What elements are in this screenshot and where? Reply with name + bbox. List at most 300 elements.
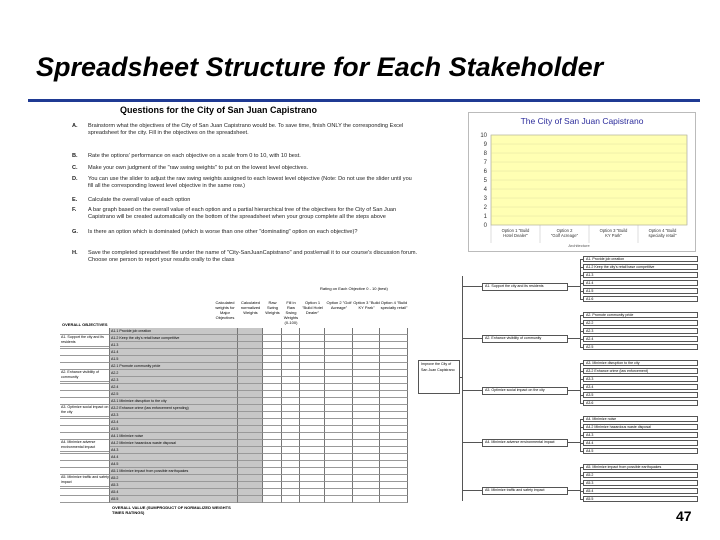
sheet-value-cell xyxy=(300,405,325,412)
sheet-row xyxy=(60,405,410,412)
sheet-value-cell xyxy=(300,482,325,489)
tree-connector xyxy=(568,490,580,491)
sheet-value-cell xyxy=(353,335,380,342)
sheet-value-cell xyxy=(282,482,300,489)
tree-group-node: A4. Minimize adverse environmental impact xyxy=(482,439,568,447)
sheet-row xyxy=(60,363,410,370)
sheet-value-cell xyxy=(353,461,380,468)
tree-connector xyxy=(580,363,581,404)
sheet-column-header: Option 2 "Golf Acreage" xyxy=(326,300,352,310)
sheet-value-cell xyxy=(238,335,263,342)
sheet-value-cell xyxy=(300,440,325,447)
sheet-value-cell xyxy=(300,328,325,335)
tree-leaf-node: A5. Minimize impact from possible earthquakes xyxy=(583,464,698,470)
sheet-objective-cell: A1.2 Keep the city's retail base competitive xyxy=(110,335,238,342)
tree-connector xyxy=(462,390,482,391)
sheet-value-cell xyxy=(263,433,282,440)
sheet-value-cell xyxy=(238,363,263,370)
sheet-group-cell xyxy=(60,328,110,335)
sheet-value-cell xyxy=(353,468,380,475)
tree-leaf-node: A4. Minimize noise xyxy=(583,416,698,422)
sheet-row xyxy=(60,426,410,433)
sheet-value-cell xyxy=(353,363,380,370)
sheet-value-cell xyxy=(353,419,380,426)
sheet-value-cell xyxy=(300,475,325,482)
tree-connector xyxy=(462,276,463,501)
sheet-value-cell xyxy=(282,398,300,405)
sheet-value-cell xyxy=(282,433,300,440)
question-item xyxy=(72,197,470,204)
sheet-value-cell xyxy=(282,426,300,433)
tree-connector xyxy=(568,442,580,443)
tree-leaf-node: A3.6 xyxy=(583,400,698,406)
chart-ytick-label: 9 xyxy=(483,142,487,148)
chart-footer: Architecture xyxy=(568,243,590,248)
sheet-group-cell xyxy=(60,482,110,489)
sheet-value-cell xyxy=(238,433,263,440)
sheet-row xyxy=(60,384,410,391)
sheet-value-cell xyxy=(300,496,325,503)
tree-leaf-node: A1.2 Keep the city's retail base competitive xyxy=(583,264,698,270)
tree-group-node: A5. Minimize traffic and safety impact xyxy=(482,487,568,495)
question-text: Calculate the overall value of each option xyxy=(88,197,191,203)
sheet-value-cell xyxy=(263,447,282,454)
sheet-objective-cell: A5.3 xyxy=(110,482,238,489)
sheet-value-cell xyxy=(353,496,380,503)
sheet-value-cell xyxy=(353,433,380,440)
sheet-value-cell xyxy=(300,377,325,384)
sheet-value-cell xyxy=(325,461,353,468)
sheet-value-cell xyxy=(300,391,325,398)
tree-leaf-node: A5.5 xyxy=(583,496,698,502)
tree-leaf-node: A3.3 xyxy=(583,376,698,382)
sheet-value-cell xyxy=(282,496,300,503)
sheet-value-cell xyxy=(282,489,300,496)
sheet-value-cell xyxy=(263,349,282,356)
tree-leaf-node: A3.5 xyxy=(583,392,698,398)
sheet-value-cell xyxy=(263,335,282,342)
sheet-value-cell xyxy=(325,342,353,349)
sheet-group-cell xyxy=(60,419,110,426)
sheet-value-cell xyxy=(353,328,380,335)
tree-leaf-node: A5.4 xyxy=(583,488,698,494)
sheet-value-cell xyxy=(325,447,353,454)
sheet-objective-cell: A3.1 Minimize disruption to the city xyxy=(110,398,238,405)
sheet-value-cell xyxy=(353,447,380,454)
sheet-value-cell xyxy=(325,405,353,412)
sheet-row xyxy=(60,412,410,419)
chart-ytick-label: 10 xyxy=(480,133,487,139)
sheet-row xyxy=(60,342,410,349)
question-letter: C. xyxy=(72,165,78,171)
sheet-value-cell xyxy=(380,349,408,356)
sheet-value-cell xyxy=(263,461,282,468)
sheet-objective-cell: A2.4 xyxy=(110,384,238,391)
sheet-value-cell xyxy=(263,440,282,447)
sheet-group-cell: A2. Enhance visibility of community xyxy=(60,370,110,382)
tree-group-node: A3. Optimize social impact on the city xyxy=(482,387,568,395)
sheet-value-cell xyxy=(300,349,325,356)
question-letter: G. xyxy=(72,229,78,235)
value-chart xyxy=(468,112,696,252)
question-letter: F. xyxy=(72,207,77,213)
sheet-value-cell xyxy=(263,405,282,412)
sheet-row xyxy=(60,461,410,468)
chart-ytick-label: 3 xyxy=(483,196,487,202)
sheet-column-header: Option 3 "Build KY Park" xyxy=(353,300,380,310)
tree-leaf-node: A4.2 Minimize hazardous waste disposal xyxy=(583,424,698,430)
sheet-value-cell xyxy=(325,440,353,447)
sheet-value-cell xyxy=(263,468,282,475)
sheet-value-cell xyxy=(282,328,300,335)
sheet-group-cell xyxy=(60,377,110,384)
sheet-value-cell xyxy=(300,433,325,440)
sheet-value-cell xyxy=(380,405,408,412)
question-item xyxy=(72,250,470,264)
sheet-value-cell xyxy=(282,475,300,482)
sheet-value-cell xyxy=(263,370,282,377)
sheet-row xyxy=(60,328,410,335)
sheet-value-cell xyxy=(282,440,300,447)
question-text: You can use the slider to adjust the raw swing weights assigned to each lowest level objective (Note: Do not use the slider until you fill all the corresponding lowest level objective in the same row.) xyxy=(88,176,412,189)
sheet-value-cell xyxy=(238,384,263,391)
sheet-value-cell xyxy=(380,356,408,363)
sheet-value-cell xyxy=(238,328,263,335)
sheet-value-cell xyxy=(300,468,325,475)
sheet-value-cell xyxy=(353,440,380,447)
sheet-objective-cell: A5.4 xyxy=(110,489,238,496)
sheet-value-cell xyxy=(325,377,353,384)
sheet-value-cell xyxy=(238,426,263,433)
sheet-value-cell xyxy=(353,426,380,433)
sheet-group-cell xyxy=(60,433,110,440)
sheet-value-cell xyxy=(325,370,353,377)
sheet-value-cell xyxy=(282,335,300,342)
tree-group-node: A1. Support the city and its residents xyxy=(482,283,568,291)
title-divider xyxy=(28,99,700,102)
sheet-value-cell xyxy=(282,419,300,426)
sheet-value-cell xyxy=(353,370,380,377)
sheet-group-cell xyxy=(60,454,110,461)
sheet-value-cell xyxy=(238,356,263,363)
sheet-value-cell xyxy=(325,475,353,482)
question-letter: H. xyxy=(72,250,78,256)
tree-leaf-node: A2.5 xyxy=(583,344,698,350)
sheet-value-cell xyxy=(263,363,282,370)
sheet-value-cell xyxy=(282,384,300,391)
sheet-value-cell xyxy=(325,356,353,363)
sheet-value-cell xyxy=(353,356,380,363)
tree-leaf-node: A1.5 xyxy=(583,288,698,294)
chart-ytick-label: 6 xyxy=(483,169,487,175)
sheet-value-cell xyxy=(353,342,380,349)
sheet-value-cell xyxy=(300,489,325,496)
slide-number: 47 xyxy=(676,508,692,524)
sheet-row xyxy=(60,433,410,440)
sheet-value-cell xyxy=(238,496,263,503)
sheet-value-cell xyxy=(300,398,325,405)
sheet-value-cell xyxy=(300,335,325,342)
sheet-value-cell xyxy=(238,377,263,384)
sheet-value-cell xyxy=(380,335,408,342)
question-text: Save the completed spreadsheet file under the name of "City-SanJuanCapistrano" and post/email it to our course's discussion forum. Choose one person to report your results orally to the class xyxy=(88,250,418,263)
sheet-value-cell xyxy=(263,419,282,426)
sheet-value-cell xyxy=(325,391,353,398)
chart-ytick-label: 4 xyxy=(483,187,487,193)
question-item xyxy=(72,153,470,160)
sheet-value-cell xyxy=(263,342,282,349)
sheet-value-cell xyxy=(263,482,282,489)
chart-title: The City of San Juan Capistrano xyxy=(520,116,644,126)
sheet-column-header: Option 4 "Build specialty retail" xyxy=(380,300,408,310)
sheet-value-cell xyxy=(380,447,408,454)
sheet-objective-cell: A1.3 xyxy=(110,342,238,349)
sheet-value-cell xyxy=(325,384,353,391)
sheet-value-cell xyxy=(325,496,353,503)
sheet-value-cell xyxy=(238,342,263,349)
sheet-value-cell xyxy=(263,426,282,433)
sheet-value-cell xyxy=(300,461,325,468)
sheet-value-cell xyxy=(353,405,380,412)
objectives-tree xyxy=(412,256,712,514)
chart-ytick-label: 2 xyxy=(483,205,487,211)
sheet-row xyxy=(60,391,410,398)
chart-category-label: Option 1 "Build Hotel Dealer" xyxy=(501,228,530,238)
sheet-value-cell xyxy=(353,377,380,384)
sheet-group-cell xyxy=(60,461,110,468)
sheet-row xyxy=(60,356,410,363)
sheet-objective-cell: A3.4 xyxy=(110,419,238,426)
question-letter: B. xyxy=(72,153,78,159)
tree-leaf-node: A2.4 xyxy=(583,336,698,342)
sheet-row xyxy=(60,475,410,482)
sheet-row xyxy=(60,447,410,454)
question-text: Is there an option which is dominated (which is worse than one other "dominating" option on each objective)? xyxy=(88,229,358,235)
question-text: Rate the options' performance on each objective on a scale from 0 to 10, with 10 best. xyxy=(88,153,301,159)
sheet-value-cell xyxy=(263,454,282,461)
tree-connector xyxy=(568,338,580,339)
tree-leaf-node: A4.5 xyxy=(583,448,698,454)
sheet-value-cell xyxy=(325,482,353,489)
sheet-value-cell xyxy=(353,384,380,391)
sheet-value-cell xyxy=(380,461,408,468)
tree-connector xyxy=(568,286,580,287)
sheet-value-cell xyxy=(380,496,408,503)
tree-connector xyxy=(568,390,580,391)
tree-leaf-node: A2.3 xyxy=(583,328,698,334)
tree-leaf-node: A1.3 xyxy=(583,272,698,278)
sheet-value-cell xyxy=(353,489,380,496)
sheet-objective-cell: A2.1 Promote community pride xyxy=(110,363,238,370)
sheet-value-cell xyxy=(325,335,353,342)
question-item xyxy=(72,229,470,236)
tree-leaf-node: A4.3 xyxy=(583,432,698,438)
sheet-value-cell xyxy=(380,454,408,461)
tree-leaf-node: A2. Promote community pride xyxy=(583,312,698,318)
sheet-group-cell xyxy=(60,426,110,433)
sheet-value-cell xyxy=(263,398,282,405)
sheet-row xyxy=(60,377,410,384)
sheet-row xyxy=(60,454,410,461)
sheet-column-header: Option 1 "Build Hotel Dealer" xyxy=(302,300,323,315)
tree-connector xyxy=(462,442,482,443)
sheet-value-cell xyxy=(325,419,353,426)
sheet-value-cell xyxy=(380,489,408,496)
sheet-value-cell xyxy=(380,328,408,335)
sheet-value-cell xyxy=(238,482,263,489)
sheet-value-cell xyxy=(282,391,300,398)
sheet-group-cell: A5. Minimize traffic and safety impact xyxy=(60,475,110,487)
sheet-group-cell xyxy=(60,391,110,398)
tree-leaf-node: A3. Minimize disruption to the city xyxy=(583,360,698,366)
sheet-column-header: Calculated normalized Weights xyxy=(240,300,261,315)
sheet-value-cell xyxy=(300,356,325,363)
sheet-value-cell xyxy=(325,489,353,496)
sheet-value-cell xyxy=(238,468,263,475)
chart-category-label: Option 4 "Build specialty retail" xyxy=(648,228,677,238)
question-letter: D. xyxy=(72,176,78,182)
sheet-group-cell xyxy=(60,468,110,475)
sheet-objective-cell: A5.2 xyxy=(110,475,238,482)
sheet-value-cell xyxy=(282,468,300,475)
sheet-value-cell xyxy=(238,440,263,447)
sheet-group-cell: A3. Optimize social impact on the city xyxy=(60,405,110,417)
sheet-value-cell xyxy=(353,482,380,489)
sheet-column-header: OVERALL OBJECTIVES xyxy=(62,322,108,327)
sheet-objective-cell: A1.1 Provide job creation xyxy=(110,328,238,335)
sheet-value-cell xyxy=(282,447,300,454)
sheet-value-cell xyxy=(263,489,282,496)
sheet-value-cell xyxy=(300,412,325,419)
slide-title: Spreadsheet Structure for Each Stakeholder xyxy=(36,52,604,82)
chart-canvas xyxy=(469,113,695,251)
sheet-value-cell xyxy=(238,461,263,468)
sheet-value-cell xyxy=(238,475,263,482)
sheet-value-cell xyxy=(263,412,282,419)
tree-leaf-node: A3.2 Enhance crime (law enforcement) xyxy=(583,368,698,374)
question-text: A bar graph based on the overall value of each option and a partial hierarchical tree of the objectives for the City of San Juan Capistrano will be created automatically on the bottom of the spreadsheet when your group complete all the steps above xyxy=(88,207,397,220)
sheet-value-cell xyxy=(380,384,408,391)
sheet-value-cell xyxy=(353,398,380,405)
question-letter: A. xyxy=(72,123,78,129)
tree-root: Improve the City of San Juan Capistrano xyxy=(418,360,460,394)
sheet-objective-cell: A4.4 xyxy=(110,454,238,461)
sheet-footer: OVERALL VALUE (SUMPRODUCT OF NORMALIZED WEIGHTS TIMES RATINGS) xyxy=(112,505,231,515)
sheet-value-cell xyxy=(263,391,282,398)
sheet-value-cell xyxy=(380,419,408,426)
tree-leaf-node: A4.4 xyxy=(583,440,698,446)
tree-connector xyxy=(580,259,581,300)
sheet-value-cell xyxy=(238,370,263,377)
sheet-value-cell xyxy=(238,391,263,398)
sheet-row xyxy=(60,398,410,405)
sheet-value-cell xyxy=(380,440,408,447)
sheet-value-cell xyxy=(263,496,282,503)
sheet-value-cell xyxy=(325,363,353,370)
sheet-group-cell xyxy=(60,496,110,503)
chart-ytick-label: 1 xyxy=(483,214,487,220)
sheet-objective-cell: A2.2 xyxy=(110,370,238,377)
sheet-objective-cell: A3.5 xyxy=(110,426,238,433)
sheet-value-cell xyxy=(380,475,408,482)
sheet-value-cell xyxy=(380,482,408,489)
question-letter: E. xyxy=(72,197,78,203)
sheet-value-cell xyxy=(353,475,380,482)
sheet-value-cell xyxy=(238,447,263,454)
tree-connector xyxy=(462,490,482,491)
sheet-value-cell xyxy=(282,370,300,377)
sheet-value-cell xyxy=(325,412,353,419)
sheet-value-cell xyxy=(238,489,263,496)
tree-leaf-node: A2.2 xyxy=(583,320,698,326)
chart-category-label: Option 2 "Golf Acreage" xyxy=(550,228,579,238)
sheet-value-cell xyxy=(380,426,408,433)
sheet-column-header: Fill in Raw Swing Weights (0-100) xyxy=(283,300,299,325)
sheet-row xyxy=(60,440,410,447)
sheet-row xyxy=(60,335,410,342)
sheet-column-header: Raw Swing Weights xyxy=(265,300,280,315)
sheet-row xyxy=(60,349,410,356)
sheet-value-cell xyxy=(238,398,263,405)
sheet-value-cell xyxy=(238,419,263,426)
sheet-value-cell xyxy=(263,377,282,384)
sheet-value-cell xyxy=(238,405,263,412)
sheet-value-cell xyxy=(300,454,325,461)
tree-leaf-node: A1.4 xyxy=(583,280,698,286)
tree-leaf-node: A5.2 xyxy=(583,472,698,478)
sheet-row xyxy=(60,419,410,426)
chart-ytick-label: 7 xyxy=(483,160,487,166)
sheet-value-cell xyxy=(353,454,380,461)
sheet-objective-cell: A5.5 xyxy=(110,496,238,503)
sheet-value-cell xyxy=(353,349,380,356)
tree-connector xyxy=(462,338,482,339)
sheet-objective-cell: A1.5 xyxy=(110,356,238,363)
tree-connector xyxy=(462,286,482,287)
sheet-rating-header: Rating on Each Objective 0 - 10 (best) xyxy=(320,286,388,291)
question-item xyxy=(72,165,470,172)
question-item xyxy=(72,123,470,137)
sheet-value-cell xyxy=(282,349,300,356)
sheet-value-cell xyxy=(353,391,380,398)
sheet-group-cell xyxy=(60,489,110,496)
sheet-value-cell xyxy=(282,356,300,363)
sheet-value-cell xyxy=(282,412,300,419)
sheet-objective-cell: A4.3 xyxy=(110,447,238,454)
sheet-group-cell xyxy=(60,398,110,405)
tree-leaf-node: A1.6 xyxy=(583,296,698,302)
sheet-group-cell xyxy=(60,342,110,349)
sheet-value-cell xyxy=(263,356,282,363)
sheet-row xyxy=(60,496,410,503)
sheet-value-cell xyxy=(325,454,353,461)
sheet-group-cell xyxy=(60,447,110,454)
sheet-value-cell xyxy=(300,447,325,454)
sheet-value-cell xyxy=(325,433,353,440)
chart-category-label: Option 3 "Build KY Park" xyxy=(599,228,628,238)
sheet-group-cell xyxy=(60,356,110,363)
sheet-group-cell xyxy=(60,363,110,370)
sheet-value-cell xyxy=(282,342,300,349)
sheet-value-cell xyxy=(380,377,408,384)
tree-group-node: A2. Enhance visibility of community xyxy=(482,335,568,343)
sheet-value-cell xyxy=(380,342,408,349)
sheet-value-cell xyxy=(238,349,263,356)
tree-connector xyxy=(460,377,462,378)
sheet-value-cell xyxy=(300,370,325,377)
sheet-value-cell xyxy=(300,363,325,370)
sheet-value-cell xyxy=(380,391,408,398)
